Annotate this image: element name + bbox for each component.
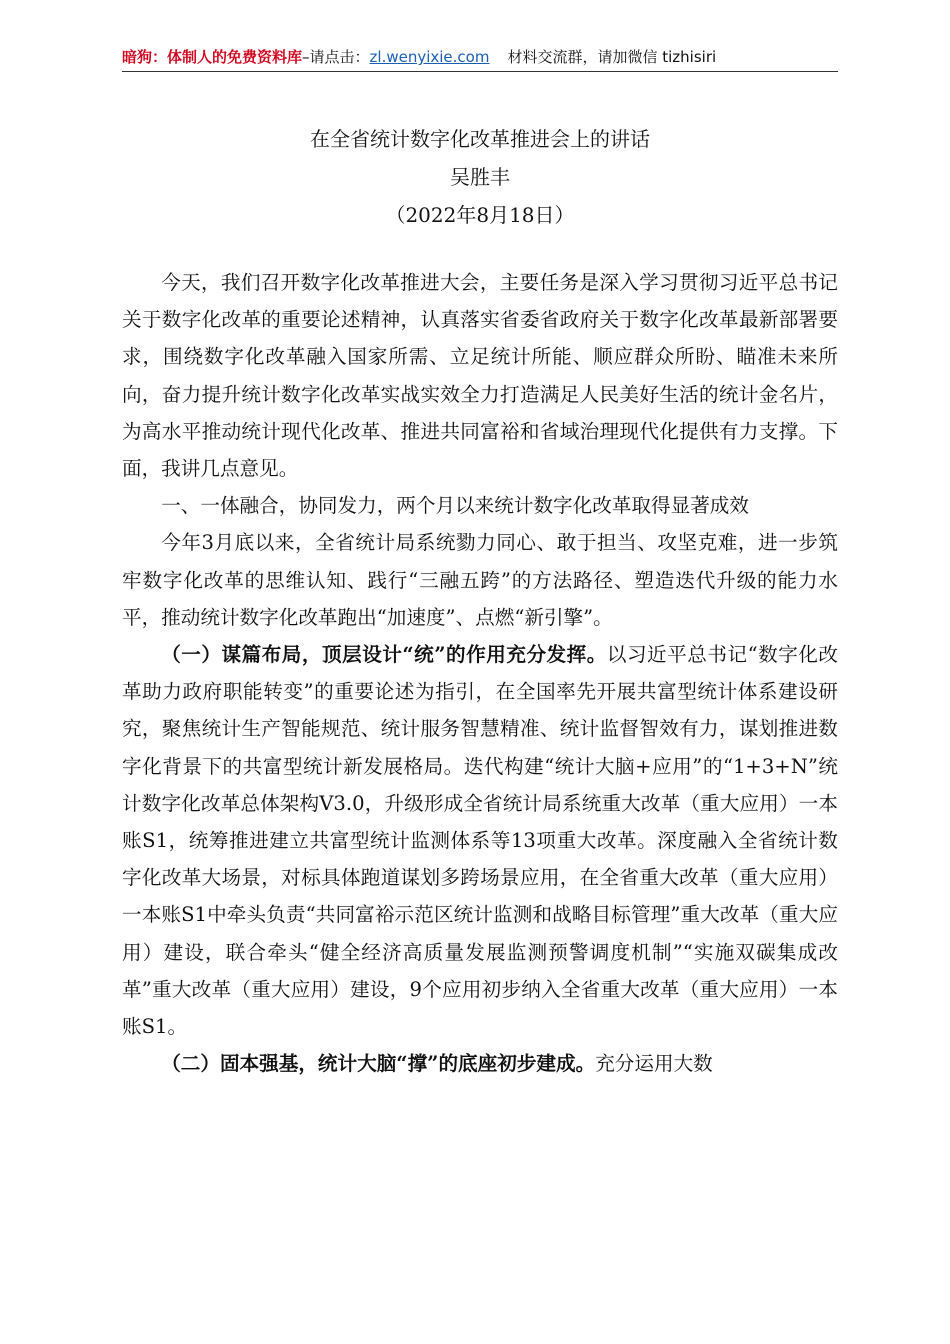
document-body bbox=[122, 264, 838, 1082]
header-link[interactable]: zl.wenyixie.com bbox=[369, 48, 490, 66]
subsection-2-heading: （二）固本强基，统计大脑“撑”的底座初步建成。 bbox=[161, 1052, 596, 1076]
paragraph-intro: 今天，我们召开数字化改革推进大会，主要任务是深入学习贯彻习近平总书记关于数字化改革的重要论述精神，认真落实省委省政府关于数字化改革最新部署要求，围绕数字化改革融入国家所需、立足统计所能、顺应群众所盼、瞄准未来所向，奋力提升统计数字化改革实战实效全力打造满足人民美好生活的统计金名片，为高水平推动统计现代化改革、推进共同富裕和省域治理现代化提供有力支撑。下面，我讲几点意见。 bbox=[122, 271, 838, 481]
header-contact: 材料交流群，请加微信 tizhisiri bbox=[507, 48, 717, 66]
header-prompt: –请点击： bbox=[302, 48, 370, 66]
section-heading-1: 一、一体融合，协同发力，两个月以来统计数字化改革取得显著成效 bbox=[161, 494, 749, 518]
subsection-1-text: 以习近平总书记“数字化改革助力政府职能转变”的重要论述为指引，在全国率先开展共富型统计体系建设研究，聚焦统计生产智能规范、统计服务智慧精准、统计监督智效有力，谋划推进数字化背景下的共富型统计新发展格局。迭代构建“统计大脑+应用”的“1+3+N”统计数字化改革总体架构V3.0，升级形成全省统计局系统重大改革（重大应用）一本账S1，统筹推进建立共富型统计监测体系等13项重大改革。深度融入全省统计数字化改革大场景，对标具体跑道谋划多跨场景应用，在全省重大改革（重大应用）一本账S1中牵头负责“共同富裕示范区统计监测和战略目标管理”重大改革（重大应用）建设，联合牵头“健全经济高质量发展监测预警调度机制”“实施双碳集成改革”重大改革（重大应用）建设，9个应用初步纳入全省重大改革（重大应用）一本账S1。 bbox=[122, 643, 838, 1039]
header-divider bbox=[122, 71, 838, 72]
document-title: 在全省统计数字化改革推进会上的讲话 bbox=[310, 127, 650, 151]
subsection-1-heading: （一）谋篇布局，顶层设计“统”的作用充分发挥。 bbox=[161, 643, 607, 667]
paragraph-subsection-2 bbox=[122, 1045, 838, 1082]
header-brand: 暗狗：体制人的免费资料库 bbox=[122, 48, 303, 66]
title-block bbox=[122, 120, 838, 234]
page-header bbox=[122, 46, 840, 68]
paragraph-subsection-1 bbox=[122, 636, 838, 1045]
subsection-2-text: 充分运用大数 bbox=[595, 1052, 713, 1076]
document-author: 吴胜丰 bbox=[450, 165, 510, 189]
paragraph-section-1: 今年3月底以来，全省统计局系统勠力同心、敢于担当、攻坚克难，进一步筑牢数字化改革的思维认知、践行“三融五跨”的方法路径、塑造迭代升级的能力水平，推动统计数字化改革跑出“加速度”、点燃“新引擎”。 bbox=[122, 531, 838, 629]
document-date: （2022年8月18日） bbox=[385, 203, 575, 227]
